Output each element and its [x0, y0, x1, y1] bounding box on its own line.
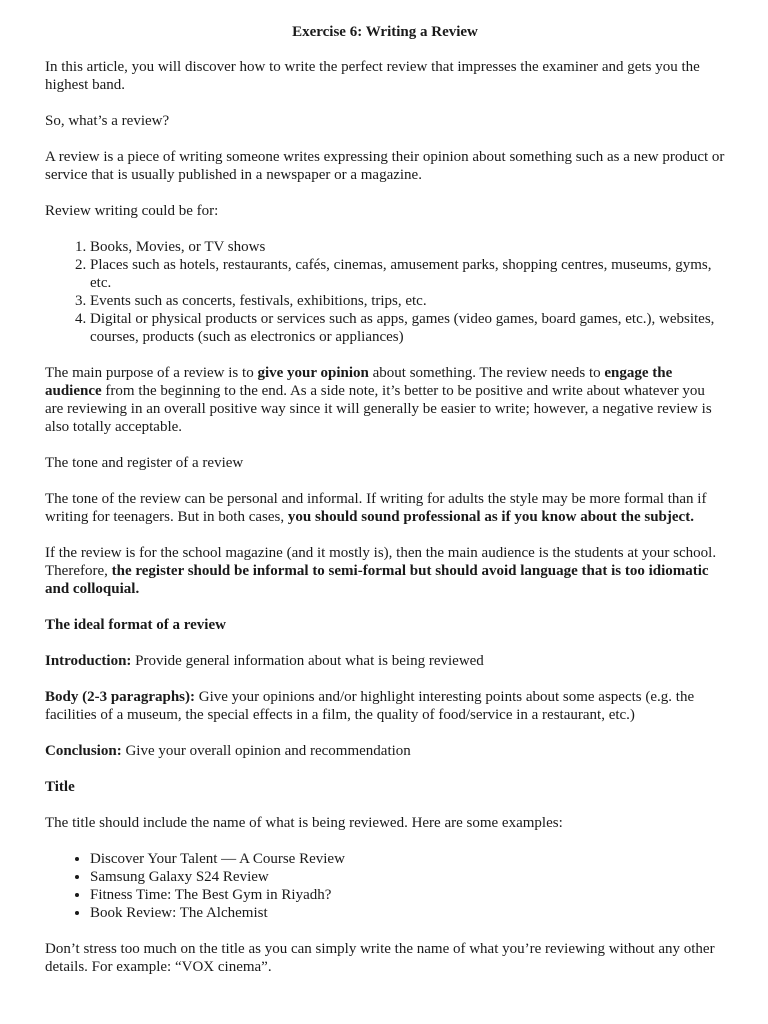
- document-title: Exercise 6: Writing a Review: [292, 24, 478, 40]
- review-types-list: [45, 238, 725, 346]
- list-item: 2. Places such as hotels, restaurants, cafés, cinemas, amusement parks, shopping centres, museums, gyms, etc.: [90, 256, 725, 292]
- document-page: [45, 23, 725, 994]
- title-note-paragraph: Don’t stress too much on the title as you can simply write the name of what you’re reviewing without any other details. For example: “VOX cinema”.: [45, 941, 715, 975]
- body-label: Body (2-3 paragraphs):: [45, 689, 196, 705]
- purpose-bold-2: engage the audience: [45, 365, 673, 399]
- format-heading: [45, 616, 725, 634]
- tone-text: The tone of the review can be personal and informal. If writing for adults the style may be more formal than if writing for teenagers. But in both cases,: [45, 491, 707, 525]
- definition-paragraph: A review is a piece of writing someone writes expressing their opinion about something such as a new product or service that is usually published in a newspaper or a magazine.: [45, 149, 725, 183]
- title-heading: [45, 778, 725, 796]
- register-paragraph: [45, 544, 725, 598]
- list-item: • Discover Your Talent — A Course Review: [90, 850, 725, 868]
- introduction-text: Provide general information about what is being reviewed: [131, 653, 484, 669]
- whats-review-paragraph: So, what’s a review?: [45, 113, 170, 129]
- format-heading-text: The ideal format of a review: [45, 617, 226, 633]
- body-text: Give your opinions and/or highlight interesting points about some aspects (e.g. the facilities of a museum, the special effects in a film, the quality of food/service in a restaurant, etc.): [45, 689, 695, 723]
- conclusion-label: Conclusion:: [45, 743, 122, 759]
- tone-paragraph: [45, 490, 725, 526]
- format-body: [45, 688, 725, 724]
- format-conclusion: [45, 742, 725, 760]
- list-item: • Book Review: The Alchemist: [90, 904, 725, 922]
- purpose-text-3: from the beginning to the end. As a side note, it’s better to be positive and write about whatever you are reviewing in an overall positive way since it will generally be easier to write; however, a negative review is also totally acceptable.: [45, 383, 712, 435]
- title-examples-list: [45, 850, 725, 922]
- list-item: 1. Books, Movies, or TV shows: [90, 238, 725, 256]
- list-item: • Samsung Galaxy S24 Review: [90, 868, 725, 886]
- purpose-text-2: about something. The review needs to: [368, 365, 605, 381]
- conclusion-text: Give your overall opinion and recommendation: [121, 743, 411, 759]
- register-text: If the review is for the school magazine (and it mostly is), then the main audience is the students at your school. Therefore,: [45, 545, 717, 579]
- format-introduction: [45, 652, 725, 670]
- register-bold: the register should be informal to semi-formal but should avoid language that is too idiomatic and colloquial.: [45, 563, 709, 597]
- title-intro-paragraph: The title should include the name of what is being reviewed. Here are some examples:: [45, 815, 563, 831]
- purpose-paragraph: [45, 364, 725, 436]
- list-item: 3. Events such as concerts, festivals, exhibitions, trips, etc.: [90, 292, 725, 310]
- list-item: • Fitness Time: The Best Gym in Riyadh?: [90, 886, 725, 904]
- intro-paragraph: In this article, you will discover how to write the perfect review that impresses the examiner and gets you the highest band.: [45, 59, 700, 93]
- title-heading-text: Title: [45, 779, 75, 795]
- list-item: 4. Digital or physical products or services such as apps, games (video games, board games, etc.), websites, courses, products (such as electronics or appliances): [90, 310, 725, 346]
- could-be-for-paragraph: Review writing could be for:: [45, 203, 219, 219]
- purpose-bold-1: give your opinion: [257, 365, 369, 381]
- tone-heading: The tone and register of a review: [45, 455, 244, 471]
- purpose-text-1: The main purpose of a review is to: [45, 365, 258, 381]
- tone-bold: you should sound professional as if you know about the subject.: [287, 509, 694, 525]
- introduction-label: Introduction:: [45, 653, 132, 669]
